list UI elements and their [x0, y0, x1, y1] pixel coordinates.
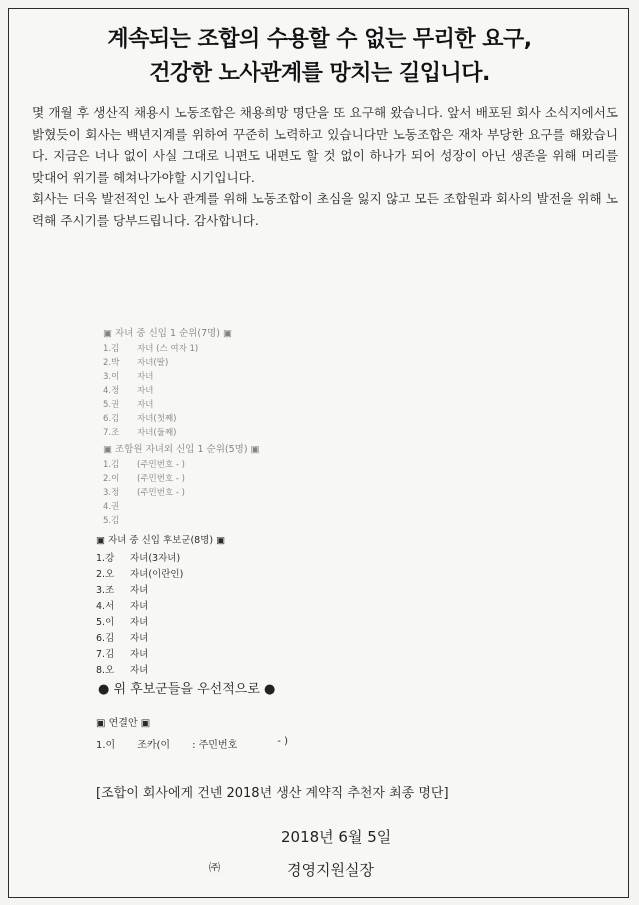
list-item-value: 자녀(둘째) — [137, 428, 177, 438]
list-item-number: 4.서 — [96, 601, 115, 612]
list-item — [103, 486, 185, 498]
list-item — [103, 398, 153, 410]
list-item-value: 자녀 — [137, 372, 154, 382]
list-item-number: 8.오 — [96, 665, 115, 676]
list-item — [103, 458, 185, 470]
title-line-2: 건강한 노사관계를 망치는 길입니다. — [149, 61, 490, 86]
list-item — [96, 566, 183, 580]
list-item — [103, 356, 168, 368]
corporation-mark: ㈜ — [209, 861, 220, 874]
list-item-value: 자녀 — [130, 633, 149, 644]
list-item-number: 1.김 — [103, 344, 120, 354]
list-item-number: 7.김 — [96, 649, 115, 660]
list-item-number: 2.박 — [103, 358, 120, 368]
list-item — [96, 662, 148, 676]
list-item — [103, 412, 176, 424]
contact-id-tail: - ) — [277, 736, 288, 747]
list-item-number: 3.정 — [103, 488, 120, 498]
list-item-number: 3.이 — [103, 372, 120, 382]
list-item — [103, 370, 153, 382]
list-item — [96, 614, 148, 628]
list-item-number: 3.조 — [96, 585, 115, 596]
list-item-value: 자녀 — [130, 649, 149, 660]
list-item-number: 5.김 — [103, 516, 120, 526]
list-item-number: 4.정 — [103, 386, 120, 396]
list-item-value: 자녀 — [130, 617, 149, 628]
list-item — [103, 472, 185, 484]
list-item-value: (주민번호 - ) — [137, 474, 185, 484]
list-c-heading: ▣ 자녀 중 신입 후보군(8명) ▣ — [96, 535, 226, 546]
contact-id-label: : 주민번호 — [192, 740, 238, 751]
paragraph-1: 몇 개월 후 생산직 채용시 노동조합은 채용희망 명단을 또 요구해 왔습니다. 앞서 배포된 회사 소식지에서도 밝혔듯이 회사는 백년지계를 위하여 꾸준히 노력하고 있습니다만 노동조합은 재차 부당한 요구를 해왔습니다. 지금은 너나 없이 사실 그대로 니편도 내편도 할 것 없이 하나가 되어 성장이 아닌 생존을 위해 머리를 맞대어 위기를 헤쳐나가야할 시기입니다. — [32, 105, 618, 185]
list-item-value: 자녀 — [130, 585, 149, 596]
list-item-value: (주민번호 - ) — [137, 488, 185, 498]
list-item-value: 자녀(이란인) — [130, 569, 184, 580]
list-b-heading: ▣ 조합원 자녀외 신입 1 순위(5명) ▣ — [103, 444, 260, 455]
list-item — [103, 384, 153, 396]
contact-number: 1.이 — [96, 740, 116, 751]
list-item-number: 5.권 — [103, 400, 120, 410]
list-item-number: 6.김 — [96, 633, 115, 644]
paragraph-2: 회사는 더욱 발전적인 노사 관계를 위해 노동조합이 초심을 잃지 않고 모든 조합원과 회사의 발전을 위해 노력해 주시기를 당부드립니다. 감사합니다. — [32, 191, 618, 228]
list-item — [96, 630, 148, 644]
list-item-value: 자녀(3자녀) — [130, 553, 181, 564]
list-item-number: 1.강 — [96, 553, 115, 564]
list-item — [96, 646, 148, 660]
list-item-number: 2.오 — [96, 569, 115, 580]
list-item-value: 자녀 (스 여자 1) — [137, 344, 199, 354]
list-item-number: 5.이 — [96, 617, 115, 628]
list-item-value: 자녀(딸) — [137, 358, 169, 368]
date: 2018년 6월 5일 — [281, 828, 392, 846]
priority-note: ● 위 후보군들을 우선적으로 ● — [98, 682, 276, 697]
list-a-heading: ▣ 자녀 중 신입 1 순위(7명) ▣ — [103, 328, 232, 339]
list-item — [103, 514, 137, 526]
list-item-value: 자녀 — [130, 601, 149, 612]
list-item — [103, 426, 176, 438]
body-text — [32, 102, 618, 231]
footer-note: [조합이 회사에게 건넨 2018년 생산 계약직 추천자 최종 명단] — [96, 786, 449, 801]
list-item-value: 자녀 — [137, 400, 154, 410]
list-item — [96, 598, 148, 612]
list-item-number: 7.조 — [103, 428, 120, 438]
list-item-number: 2.이 — [103, 474, 120, 484]
list-item-value: (주민번호 - ) — [137, 460, 185, 470]
list-item — [103, 342, 198, 354]
contact-relation: 조카(이 — [137, 740, 171, 751]
department-signature: 경영지원실장 — [287, 861, 374, 879]
list-item-number: 4.권 — [103, 502, 120, 512]
contact-row — [96, 736, 288, 751]
list-item-number: 1.김 — [103, 460, 120, 470]
list-item-value: 자녀 — [130, 665, 149, 676]
contact-heading: ▣ 연결안 ▣ — [96, 718, 151, 729]
list-item — [96, 582, 148, 596]
list-item — [103, 500, 137, 512]
list-item-number: 6.김 — [103, 414, 120, 424]
list-item-value: 자녀(첫째) — [137, 414, 177, 424]
title-line-1: 계속되는 조합의 수용할 수 없는 무리한 요구, — [107, 27, 532, 52]
list-item-value: 자녀 — [137, 386, 154, 396]
list-item — [96, 550, 180, 564]
